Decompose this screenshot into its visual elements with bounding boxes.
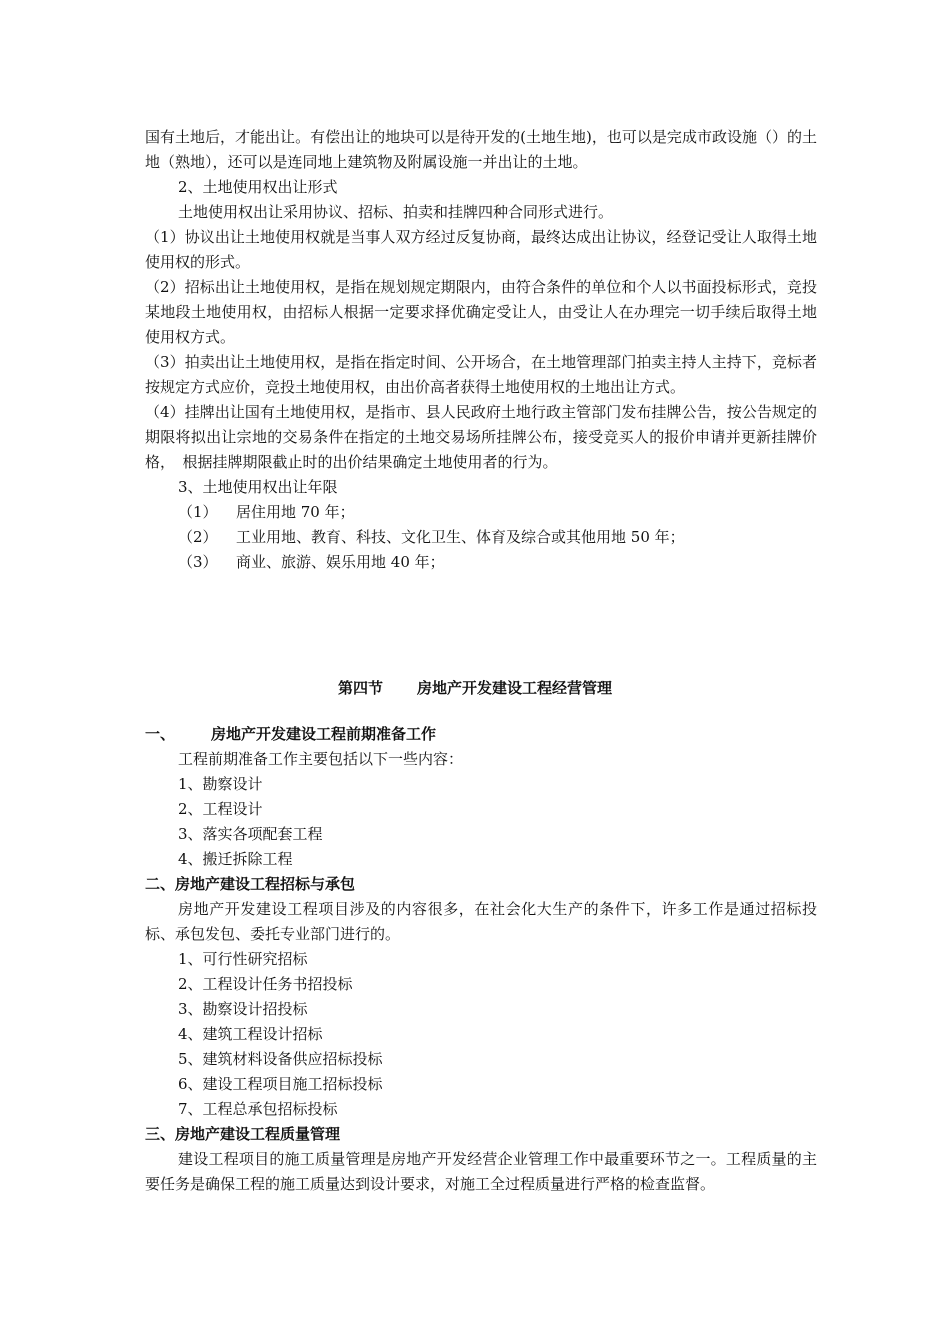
term-text: 居住用地 70 年； [236, 503, 355, 521]
section-number: 第四节 [337, 679, 383, 697]
subheading-transfer-terms: 3、土地使用权出让年限 [178, 478, 338, 496]
part3-heading: 三、房地产建设工程质量管理 [145, 1125, 341, 1143]
part2-heading: 二、房地产建设工程招标与承包 [145, 875, 356, 893]
paragraph-tender: （2）招标出让土地使用权，是指在规划规定期限内，由符合条件的单位和个人以书面投标形式，竞投某地段土地使用权，由招标人根据一定要求择优确定受让人，由受让人在办理完一切手续后取得土地使用权方式。 [145, 278, 817, 346]
list-item: 2、工程设计任务书招投标 [178, 975, 353, 993]
part1-title: 房地产开发建设工程前期准备工作 [211, 725, 437, 743]
paragraph-auction: （3）拍卖出让土地使用权，是指在指定时间、公开场合，在土地管理部门拍卖主持人主持下，竞标者按规定方式应价，竞投土地使用权，由出价高者获得土地使用权的土地出让方式。 [145, 353, 817, 396]
part1-intro: 工程前期准备工作主要包括以下一些内容： [178, 750, 464, 768]
paragraph-agreement: （1）协议出让土地使用权就是当事人双方经过反复协商，最终达成出让协议，经登记受让人取得土地使用权的形式。 [145, 228, 817, 271]
part3-intro: 建设工程项目的施工质量管理是房地产开发经营企业管理工作中最重要环节之一。工程质量的主要任务是确保工程的施工质量达到设计要求，对施工全过程质量进行严格的检查监督。 [145, 1150, 817, 1193]
list-item: 1、可行性研究招标 [178, 950, 308, 968]
list-item: 5、建筑材料设备供应招标投标 [178, 1050, 383, 1068]
bottom-text-block [145, 722, 817, 1197]
paragraph-four-forms: 土地使用权出让采用协议、招标、拍卖和挂牌四种合同形式进行。 [178, 203, 614, 221]
section-title [0, 676, 950, 701]
term-item [145, 525, 817, 550]
list-item: 3、勘察设计招投标 [178, 1000, 308, 1018]
list-item: 7、工程总承包招标投标 [178, 1100, 338, 1118]
term-item [145, 500, 817, 525]
list-item: 2、工程设计 [178, 800, 263, 818]
list-item: 1、勘察设计 [178, 775, 263, 793]
term-number: （1） [178, 503, 218, 521]
term-item [145, 550, 817, 575]
section-name: 房地产开发建设工程经营管理 [417, 679, 613, 697]
list-item: 4、建筑工程设计招标 [178, 1025, 323, 1043]
list-item: 4、搬迁拆除工程 [178, 850, 293, 868]
paragraph-land-types: 国有土地后，才能出让。有偿出让的地块可以是待开发的(土地生地)，也可以是完成市政设施（）的土地（熟地），还可以是连同地上建筑物及附属设施一并出让的土地。 [145, 128, 817, 171]
subheading-transfer-forms: 2、土地使用权出让形式 [178, 178, 338, 196]
top-text-block [145, 125, 817, 575]
term-number: （3） [178, 553, 218, 571]
list-item: 6、建设工程项目施工招标投标 [178, 1075, 383, 1093]
paragraph-listing: （4）挂牌出让国有土地使用权，是指市、县人民政府土地行政主管部门发布挂牌公告，按公告规定的期限将拟出让宗地的交易条件在指定的土地交易场所挂牌公布，接受竞买人的报价申请并更新挂牌价格， 根据挂牌期限截止时的出价结果确定土地使用者的行为。 [145, 403, 817, 471]
part1-number: 一、 [145, 725, 176, 743]
term-text: 工业用地、教育、科技、文化卫生、体育及综合或其他用地 50 年； [236, 528, 685, 546]
part1-heading [145, 722, 817, 747]
part2-intro: 房地产开发建设工程项目涉及的内容很多，在社会化大生产的条件下，许多工作是通过招标投标、承包发包、委托专业部门进行的。 [145, 900, 817, 943]
term-number: （2） [178, 528, 218, 546]
list-item: 3、落实各项配套工程 [178, 825, 323, 843]
term-text: 商业、旅游、娱乐用地 40 年； [236, 553, 445, 571]
